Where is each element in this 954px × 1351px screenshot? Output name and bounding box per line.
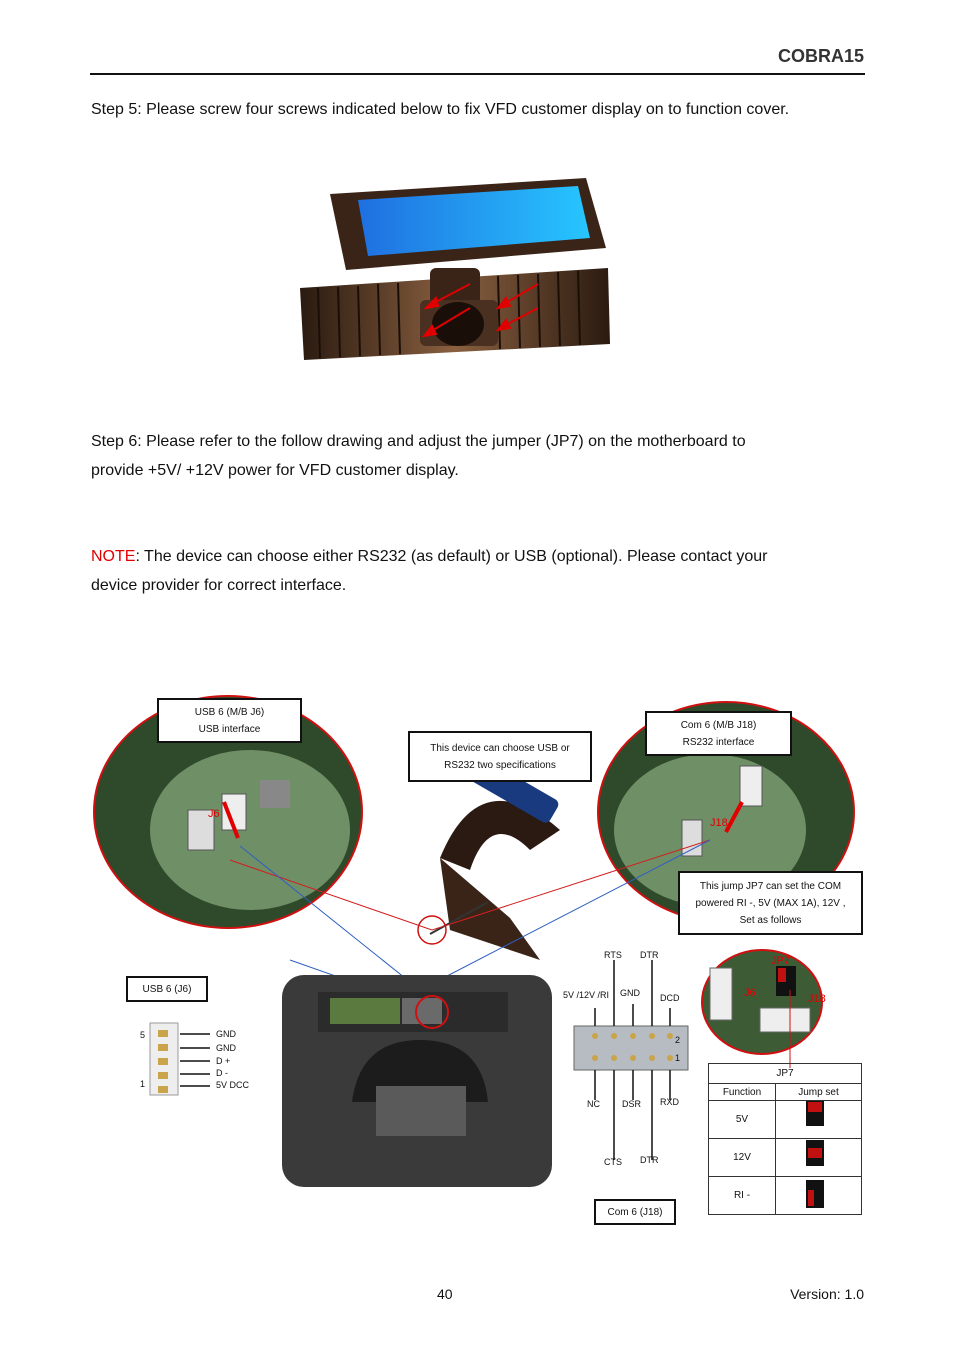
com-pin-dtr-top: DTR (640, 950, 659, 960)
jump-table-row-5v: 5V (709, 1101, 776, 1139)
step6-text (91, 427, 866, 485)
com-interface-callout (645, 711, 792, 756)
jp7-description-callout (678, 871, 863, 935)
com-pin-rts: RTS (604, 950, 622, 960)
jumper-ri-icon (776, 1177, 862, 1215)
usb-pin-vcc: 5V DCC (216, 1080, 250, 1090)
usb-pin-gnd1: GND (216, 1029, 236, 1039)
com-connector-label-box (594, 1199, 676, 1225)
j18-label-jp7: J18 (808, 993, 826, 1005)
usb-box-label: USB 6 (J6) (142, 983, 192, 995)
usb-interface-callout (157, 698, 302, 743)
com-pin-dsr: DSR (622, 1099, 642, 1109)
header-rule (90, 73, 865, 75)
usb-callout-line2: USB interface (198, 723, 261, 735)
usb-callout-line1: USB 6 (M/B J6) (194, 706, 265, 718)
jump-table-header-jump: Jump set (776, 1084, 862, 1101)
jump-table-row-12v: 12V (709, 1139, 776, 1177)
com-pin-nc: NC (587, 1099, 600, 1109)
note-label: NOTE (91, 548, 136, 565)
step6-line2: provide +5V/ +12V power for VFD customer display. (91, 462, 459, 479)
jumper-12v-icon (776, 1139, 862, 1177)
document-header-title: COBRA15 (777, 46, 864, 66)
specification-callout (408, 731, 592, 782)
com-pin-cts: CTS (604, 1157, 622, 1167)
com-pin-dcd: DCD (660, 993, 680, 1003)
com-pin-power: 5V /12V /RI (563, 990, 610, 1000)
usb-connector-label-box (126, 976, 208, 1002)
note-line2: device provider for correct interface. (91, 577, 347, 594)
com-pin-dtr-bottom: DTR (640, 1155, 659, 1165)
usb-pin-dplus: D + (216, 1056, 231, 1066)
note-line1-text: : The device can choose either RS232 (as default) or USB (optional). Please contact your (135, 548, 768, 565)
com-row1-number: 1 (675, 1053, 681, 1063)
jump-table-title: JP7 (709, 1064, 862, 1084)
com-pin-rxd: RXD (660, 1097, 680, 1107)
jp7-callout-line1: This jump JP7 can set the COM (699, 880, 842, 892)
spec-callout-line2: RS232 two specifications (444, 759, 556, 771)
jump-table-row-ri: RI - (709, 1177, 776, 1215)
note-line1 (91, 542, 866, 571)
usb-pin-dminus: D - (216, 1068, 228, 1078)
j6-label-jp7: J6 (744, 987, 756, 999)
jp7-callout-line2: powered RI -, 5V (MAX 1A), 12V , (695, 897, 846, 909)
jump-table-header-function: Function (709, 1084, 776, 1101)
com-row2-number: 2 (675, 1035, 681, 1045)
spec-callout-line1: This device can choose USB or (430, 742, 570, 754)
jp7-label: JP7 (771, 955, 790, 967)
document-version: Version: 1.0 (790, 1286, 864, 1302)
usb-pin5-number: 5 (140, 1030, 146, 1040)
vfd-display-illustration (298, 176, 612, 364)
jp7-callout-line3: Set as follows (739, 914, 802, 926)
com-pin-gnd: GND (620, 988, 640, 998)
step5-text: Step 5: Please screw four screws indicated below to fix VFD customer display on to function cover. (91, 101, 790, 118)
page-number: 40 (437, 1286, 453, 1302)
com-box-label: Com 6 (J18) (607, 1206, 663, 1218)
com-callout-line2: RS232 interface (682, 736, 755, 748)
usb-pin-gnd2: GND (216, 1043, 236, 1053)
j6-label-left: J6 (208, 808, 220, 820)
usb-pin1-number: 1 (140, 1079, 146, 1089)
j18-label-right: J18 (710, 817, 728, 829)
jumper-5v-icon (776, 1101, 862, 1139)
jp7-jump-table (708, 1063, 862, 1215)
note-text (91, 542, 866, 600)
step6-line1: Step 6: Please refer to the follow drawing and adjust the jumper (JP7) on the motherboard to (91, 433, 746, 450)
com-callout-line1: Com 6 (M/B J18) (680, 719, 757, 731)
